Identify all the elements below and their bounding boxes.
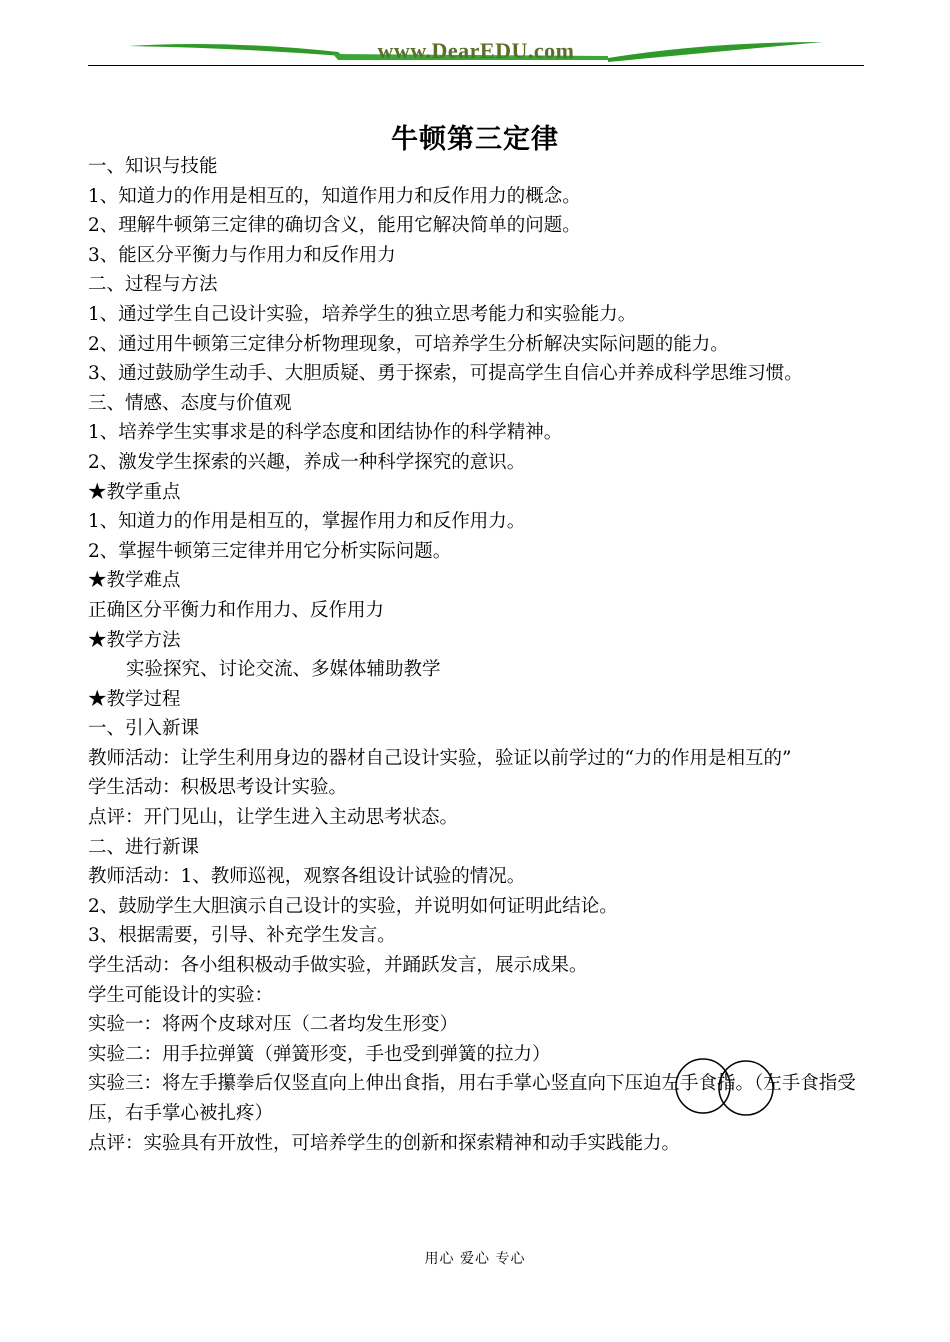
section-heading: 一、引入新课 <box>88 718 200 740</box>
section-heading: 二、进行新课 <box>88 836 200 858</box>
section-heading: 二、过程与方法 <box>88 274 218 296</box>
paragraph: 教师活动：1、教师巡视，观察各组设计试验的情况。 <box>88 866 526 888</box>
paragraph: 2、激发学生探索的兴趣，养成一种科学探究的意识。 <box>88 451 526 473</box>
header-divider <box>88 65 864 66</box>
paragraph: 点评：实验具有开放性，可培养学生的创新和探索精神和动手实践能力。 <box>88 1132 681 1154</box>
paragraph: 3、根据需要，引导、补充学生发言。 <box>88 925 396 947</box>
paragraph: 学生活动：积极思考设计实验。 <box>88 777 348 799</box>
paragraph: 实验二：用手拉弹簧（弹簧形变，手也受到弹簧的拉力） <box>88 1043 551 1065</box>
paragraph: 正确区分平衡力和作用力、反作用力 <box>88 599 385 621</box>
paragraph: 实验一：将两个皮球对压（二者均发生形变） <box>88 1014 459 1036</box>
document-title: 牛顿第三定律 <box>391 124 559 155</box>
site-url: www.DearEDU.com <box>377 38 575 63</box>
paragraph: 教师活动：让学生利用身边的器材自己设计实验，验证以前学过的“力的作用是相互的” <box>88 747 792 769</box>
paragraph: 2、掌握牛顿第三定律并用它分析实际问题。 <box>88 540 452 562</box>
paragraph: 2、鼓励学生大胆演示自己设计的实验，并说明如何证明此结论。 <box>88 895 618 917</box>
paragraph: 3、能区分平衡力与作用力和反作用力 <box>88 244 396 266</box>
page-footer: 用心 爱心 专心 <box>424 1251 526 1267</box>
paragraph: 1、知道力的作用是相互的，掌握作用力和反作用力。 <box>88 511 526 533</box>
paragraph: 2、通过用牛顿第三定律分析物理现象，可培养学生分析解决实际问题的能力。 <box>88 333 729 355</box>
paragraph: 1、知道力的作用是相互的，知道作用力和反作用力的概念。 <box>88 185 581 207</box>
site-header-logo <box>88 30 864 68</box>
star-heading: ★教学难点 <box>88 570 181 592</box>
paragraph: 点评：开门见山，让学生进入主动思考状态。 <box>88 807 459 829</box>
paragraph: 2、理解牛顿第三定律的确切含义，能用它解决简单的问题。 <box>88 215 581 237</box>
star-heading: ★教学方法 <box>88 629 181 651</box>
document-body <box>88 152 868 1158</box>
star-heading: ★教学重点 <box>88 481 181 503</box>
paragraph: 1、通过学生自己设计实验，培养学生的独立思考能力和实验能力。 <box>88 303 637 325</box>
paragraph: 实验探究、讨论交流、多媒体辅助教学 <box>126 659 441 681</box>
paragraph: 3、通过鼓励学生动手、大胆质疑、勇于探索，可提高学生自信心并养成科学思维习惯。 <box>88 363 803 385</box>
section-heading: 一、知识与技能 <box>88 156 218 177</box>
paragraph: 学生可能设计的实验： <box>88 984 274 1006</box>
paragraph: 学生活动：各小组积极动手做实验，并踊跃发言，展示成果。 <box>88 955 588 977</box>
paragraph: 1、培养学生实事求是的科学态度和团结协作的科学精神。 <box>88 422 563 444</box>
section-heading: 三、情感、态度与价值观 <box>88 392 292 414</box>
star-heading: ★教学过程 <box>88 688 181 710</box>
paragraph: 实验三：将左手攥拳后仅竖直向上伸出食指，用右手掌心竖直向下压迫左手食指。（左手食指受压，右手掌心被扎疼） <box>88 1073 856 1124</box>
two-balls-figure <box>672 1054 776 1118</box>
